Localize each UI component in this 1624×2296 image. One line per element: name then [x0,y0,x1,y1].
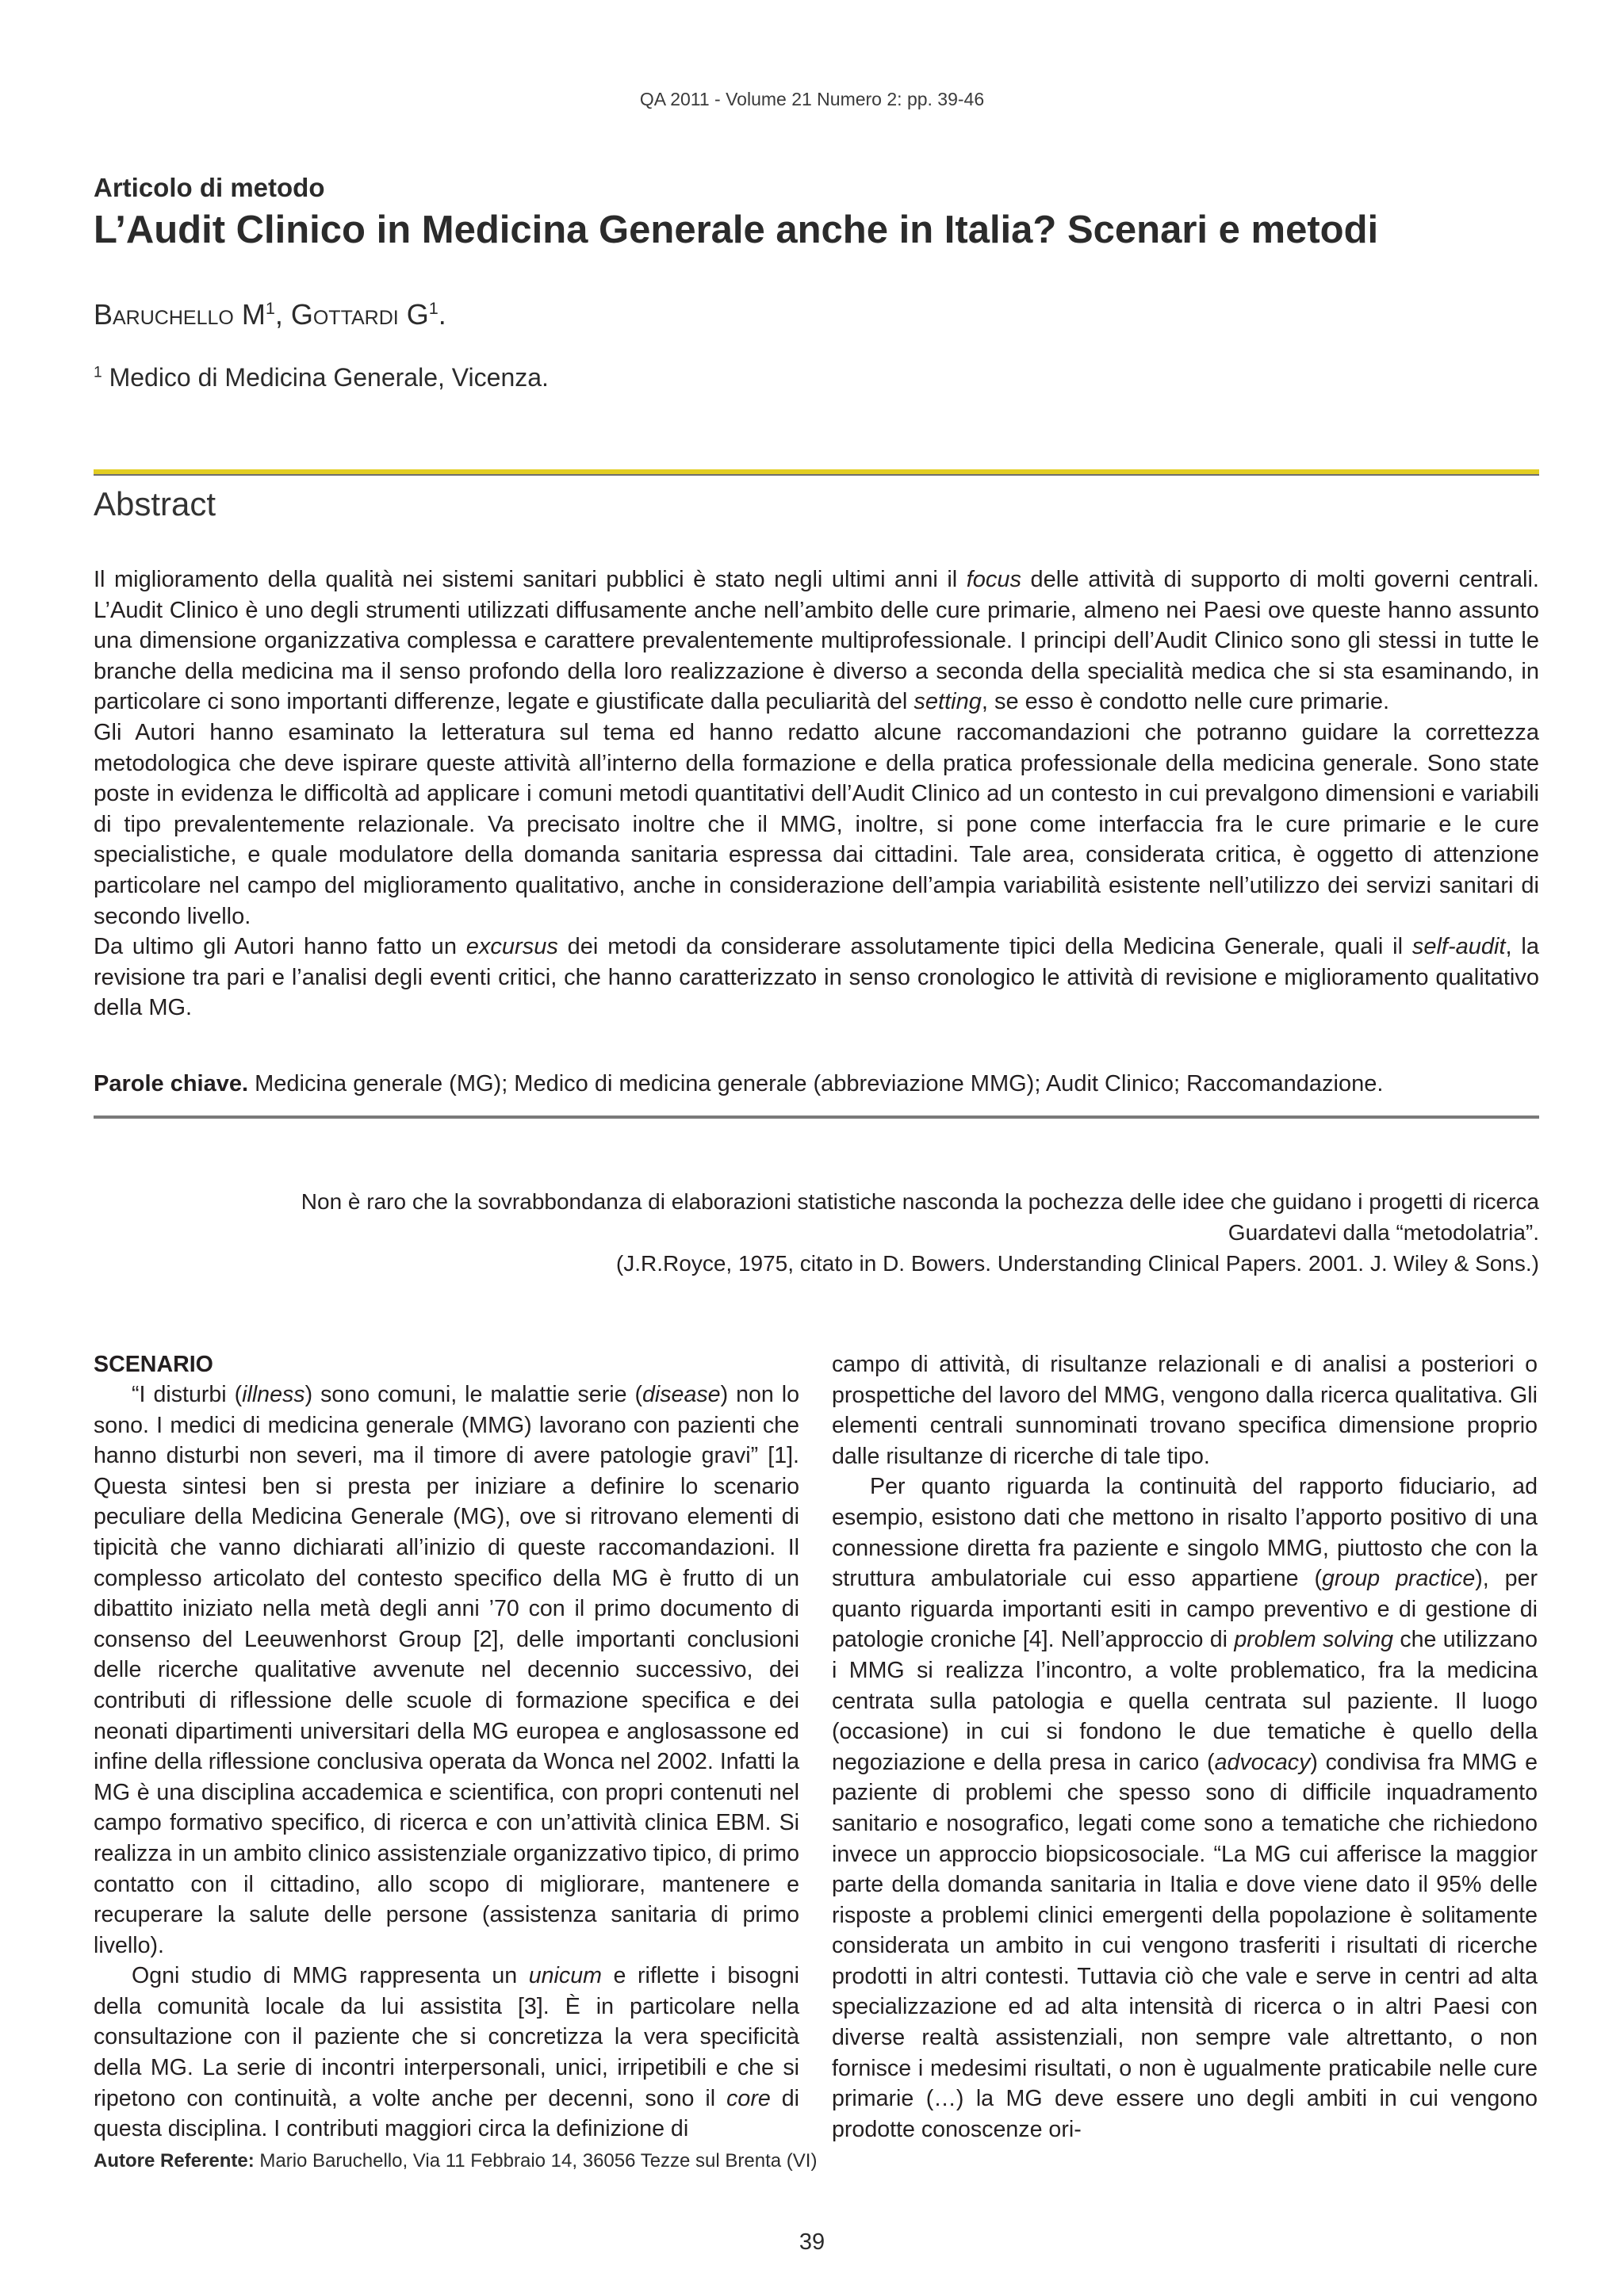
section-heading: SCENARIO [94,1352,213,1377]
text-run: ) non lo sono. I medici di medicina generale (MMG) lavorano con pazienti che hanno disturbi non severi, ma il timore di avere patologie gravi” [1]. Questa sintesi ben si presta per iniziare a definire lo scenario peculiare della Medicina Generale (MG), ove si ritrovano elementi di tipicità che vanno dichiarati all’inizio di queste raccomandazioni. Il complesso articolato del contesto specifico della MG è frutto di un dibattito iniziato nella metà degli anni ’70 con il primo documento di consenso del Leeuwenhorst Group [2], delle importanti conclusioni delle ricerche qualitative avvenute nel decennio successivo, dei contributi di riflessione delle scuole di formazione specifica e dei neonati dipartimenti universitari della MG europea e anglosassone ed infine della riflessione conclusiva operata da Wonca nel 2002. Infatti la MG è una disciplina accademica e scientifica, con propri contenuti nel campo formativo specifico, di ricerca e con un’attività clinica EBM. Si realizza in un ambito clinico assistenziale organizzativo tipico, di primo contatto con il cittadino, allo scopo di migliorare, mantenere e recuperare la salute delle persone (assistenza sanitaria di primo livello). [94,1382,800,1958]
author-name: Gottardi G [290,298,429,331]
affiliation-text: Medico di Medicina Generale, Vicenza. [102,363,549,392]
author-list [94,298,446,331]
abstract-bottom-rule [94,1115,1539,1119]
body-paragraph: campo di attività, di risultanze relazionali e di analisi a posteriori o prospettiche del lavoro del MMG, vengono dalla ricerca qualitativa. Gli elementi centrali sunnominati trovano specifica dimensione proprio dalle risultanze di ricerche di tale tipo. [832,1352,1538,1469]
emphasis: problem solving [1234,1627,1394,1653]
text-run: Per quanto riguarda la continuità del rapporto fiduciario, ad esempio, esistono dati che mettono in risalto l’apporto positivo di una connessione diretta fra paziente e singolo MMG, piuttosto che con la struttura ambulatoriale cui esso appartiene ( [832,1474,1538,1592]
emphasis: focus [966,567,1022,592]
text-run: Da ultimo gli Autori hanno fatto un [94,934,466,960]
text-run: , la revisione tra pari e l’analisi degli eventi critici, che hanno caratterizzato in senso cronologico le attività di revisione e miglioramento qualitativo della MG. [94,934,1539,1021]
text-run: e riflette i bisogni della comunità locale da lui assistita [3]. È in particolare nella consultazione con il paziente che si concretizza la vera specificità della MG. La serie di incontri interpersonali, unici, irripetibili e che si ripetono con continuità, a volte anche per decenni, sono il [94,1963,799,2111]
epigraph-line: Non è raro che la sovrabbondanza di elaborazioni statistiche nasconda la pochezza delle idee che guidano i progetti di ricerca [301,1189,1539,1214]
author-list-end: . [438,298,446,331]
text-run: , se esso è condotto nelle cure primarie. [981,689,1390,715]
body-paragraph [832,1471,1538,2145]
text-run: Il miglioramento della qualità nei sistemi sanitari pubblici è stato negli ultimi anni il [94,567,967,592]
emphasis: group practice [1322,1566,1476,1592]
emphasis: illness [242,1382,305,1407]
text-run: “I disturbi ( [132,1382,243,1407]
epigraph [94,1186,1539,1279]
corresponding-author-note [94,2150,817,2172]
text-run: che utilizzano i MMG si realizza l’incontro, a volte problematico, fra la medicina centrata sulla patologia e quella centrata sul paziente. Il luogo (occasione) in cui si fondono le due tematiche è quello della negoziazione e della presa in carico ( [832,1627,1538,1775]
author-name: Baruchello M [94,298,266,331]
footnote-text: Mario Baruchello, Via 11 Febbraio 14, 36056 Tezze sul Brenta (VI) [254,2150,818,2172]
author-affiliation-mark: 1 [428,298,439,318]
keywords-label: Parole chiave. [94,1071,249,1096]
text-run: Ogni studio di MMG rappresenta un [132,1963,529,1989]
article-title: L’Audit Clinico in Medicina Generale anche in Italia? Scenari e metodi [94,209,1379,251]
body-column-right [832,1349,1538,2145]
emphasis: disease [642,1382,721,1407]
abstract-body [94,564,1539,1024]
text-run: di questa disciplina. I contributi maggiori circa la definizione di [94,2085,800,2142]
abstract-top-rule [94,474,1539,476]
abstract-paragraph: Gli Autori hanno esaminato la letteratura sul tema ed hanno redatto alcune raccomandazioni che potranno guidare la correttezza metodologica che deve ispirare queste attività all’interno della formazione e della pratica professionale della medicina generale. Sono state poste in evidenza le difficoltà ad applicare i comuni metodi quantitativi dell’Audit Clinico ad un contesto in cui prevalgono dimensioni e variabili di tipo prevalentemente relazionale. Va precisato inoltre che il MMG, inoltre, si pone come interfaccia fra le cure primarie e le cure specialistiche, e quale modulatore della domanda sanitaria espressa dai cittadini. Tale area, considerata critica, è oggetto di attenzione particolare nel campo del miglioramento qualitativo, anche in considerazione dell’ampia variabilità esistente nell’utilizzo dei servizi sanitari di secondo livello. [94,719,1539,929]
text-run: dei metodi da considerare assolutamente tipici della Medicina Generale, quali il [557,934,1412,960]
author-separator: , [274,298,291,331]
article-type: Articolo di metodo [94,173,325,202]
emphasis: excursus [465,934,558,960]
epigraph-line: Guardatevi dalla “metodolatria”. [1228,1220,1539,1245]
body-paragraph [94,1961,799,2145]
affiliation [94,363,549,392]
text-run: ) condivisa fra MMG e paziente di problemi che spesso sono di difficile inquadramento sanitario e nosografico, legati come sono a tematiche che richiedono invece un approccio biopsicosociale. “La MG cui afferisce la maggior parte della domanda sanitaria in Italia e dove viene dato il 95% delle risposte a problemi clinici emergenti della popolazione è solitamente considerata un ambito in cui vengono trasferiti i risultati di ricerche prodotti in altri contesti. Tuttavia ciò che vale e serve in centri ad alta specializzazione ed ad alta intensità di ricerca o in altri Paesi con diverse realtà assistenziali, non sempre vale altrettanto, o non fornisce i medesimi risultati, o non è ugualmente praticabile nelle cure primarie (…) la MG deve essere uno degli ambiti in cui vengono prodotte conoscenze ori- [832,1749,1538,2142]
author-affiliation-mark: 1 [265,298,275,318]
text-run: ) sono comuni, le malattie serie ( [304,1382,642,1407]
body-paragraph [94,1380,799,1961]
emphasis: advocacy [1214,1749,1311,1775]
page-number: 39 [799,2229,825,2255]
keywords-text: Medicina generale (MG); Medico di medicina generale (abbreviazione MMG); Audit Clinico; Raccomandazione. [248,1071,1384,1096]
emphasis: setting [914,689,982,715]
text-run: delle attività di supporto di molti governi centrali. L’Audit Clinico è uno degli strumenti utilizzati diffusamente anche nell’ambito delle cure primarie, almeno nei Paesi ove queste hanno assunto una dimensione organizzativa complessa e carattere prevalentemente multiprofessionale. I principi dell’Audit Clinico sono gli stessi in tutte le branche della medicina ma il senso profondo della loro realizzazione è diverso a seconda della specialità medica che si sta esaminando, in particolare ci sono importanti differenze, legate e giustificate dalla peculiarità del [94,567,1539,715]
abstract-paragraph [94,564,1539,718]
journal-header: QA 2011 - Volume 21 Numero 2: pp. 39-46 [639,89,985,109]
affiliation-mark: 1 [94,364,102,381]
emphasis: unicum [528,1963,602,1989]
abstract-heading: Abstract [94,485,216,522]
emphasis: core [726,2085,771,2111]
abstract-paragraph [94,932,1539,1024]
body-column-left [94,1349,799,2145]
emphasis: self-audit [1411,934,1506,960]
keywords [94,1069,1539,1099]
footnote-label: Autore Referente: [94,2150,255,2172]
epigraph-citation: (J.R.Royce, 1975, citato in D. Bowers. Understanding Clinical Papers. 2001. J. Wiley & Sons.) [615,1251,1539,1276]
text-run: ), per quanto riguarda importanti esiti in campo preventivo e di gestione di patologie croniche [4]. Nell’approccio di [832,1566,1538,1653]
